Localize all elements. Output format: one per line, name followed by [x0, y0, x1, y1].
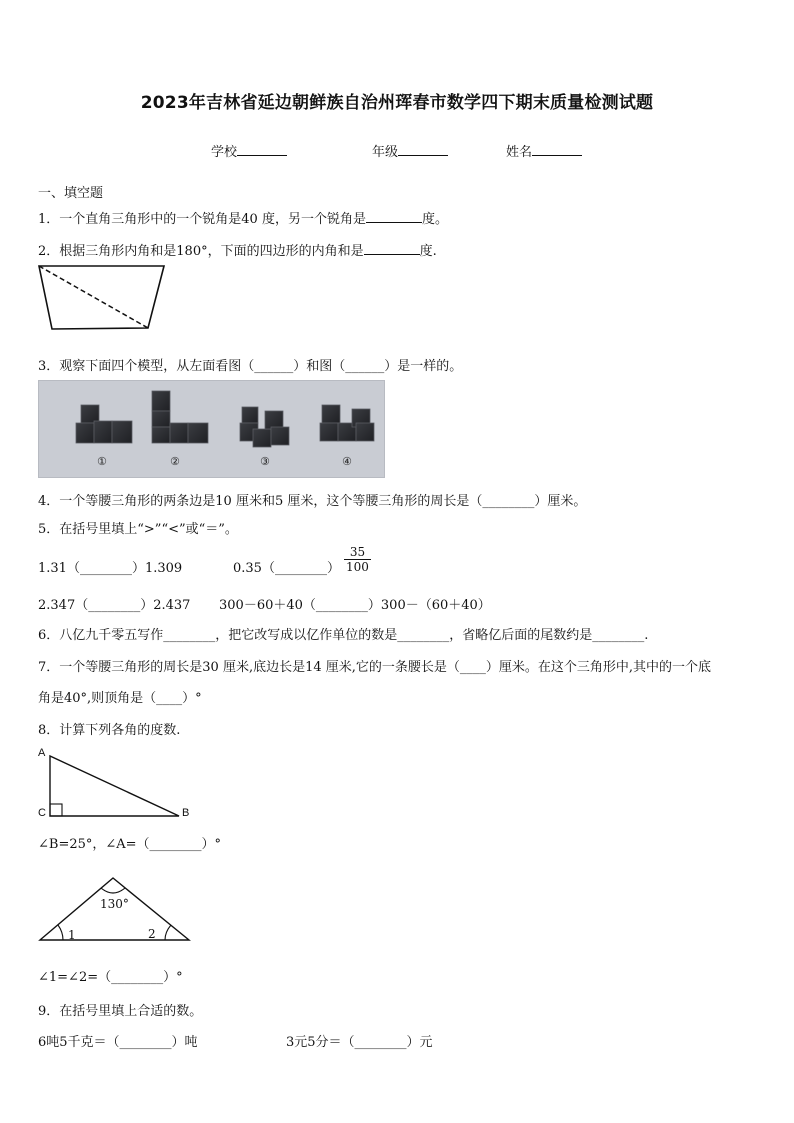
- question-2: [38, 240, 437, 259]
- q2-suffix: 度.: [419, 244, 437, 259]
- right-triangle-shape: [50, 756, 179, 816]
- question-5: 5．在括号里填上“>”“<”或“＝”。: [38, 522, 238, 537]
- q1-text: 1．一个直角三角形中的一个锐角是40 度，另一个锐角是: [38, 212, 366, 227]
- grade-field[interactable]: [372, 141, 448, 160]
- name-field[interactable]: [506, 141, 582, 160]
- grade-blank[interactable]: [398, 143, 448, 156]
- q8-answer-2: ∠1=∠2=（________）°: [38, 970, 183, 985]
- q2-text: 2．根据三角形内角和是180°，下面的四边形的内角和是: [38, 244, 364, 259]
- cube-models-photo: [38, 380, 385, 478]
- question-7-line2: 角是40°,则顶角是（____）°: [38, 691, 202, 706]
- name-blank[interactable]: [532, 143, 582, 156]
- question-8: 8．计算下列各角的度数.: [38, 723, 181, 738]
- obtuse-triangle-figure: [36, 872, 196, 946]
- model-4: [320, 405, 374, 441]
- page-title: 2023年吉林省延边朝鲜族自治州珲春市数学四下期末质量检测试题: [140, 93, 654, 113]
- model-label-3: ③: [260, 456, 270, 468]
- quadrilateral-shape: [39, 266, 164, 329]
- angle-1-label: 1: [68, 928, 76, 942]
- angle-2-arc: [165, 925, 171, 940]
- model-label-2: ②: [170, 456, 180, 468]
- diagonal-dashed-line: [39, 266, 148, 328]
- right-triangle-figure: [34, 740, 204, 824]
- question-9: 9．在括号里填上合适的数。: [38, 1004, 203, 1019]
- fraction: [344, 545, 371, 574]
- top-angle-label: 130°: [100, 897, 129, 911]
- question-3: 3．观察下面四个模型，从左面看图（______）和图（______）是一样的。: [38, 359, 463, 374]
- cube-models-drawing: [39, 381, 384, 477]
- model-label-4: ④: [342, 456, 352, 468]
- school-blank[interactable]: [237, 143, 287, 156]
- fraction-denominator: 100: [346, 560, 369, 574]
- point-b-label: B: [182, 807, 190, 819]
- q5-row1-right: 0.35（________）: [233, 561, 340, 576]
- point-c-label: C: [38, 807, 46, 819]
- q1-suffix: 度。: [421, 212, 448, 227]
- school-field[interactable]: [211, 141, 287, 160]
- angle-2-label: 2: [148, 927, 156, 941]
- point-a-label: A: [38, 747, 46, 759]
- question-6: 6．八亿九千零五写作________，把它改写成以亿作单位的数是________，省略亿后面的尾数约是________.: [38, 628, 649, 643]
- quadrilateral-figure: [36, 262, 168, 342]
- question-7-line1: 7．一个等腰三角形的周长是30 厘米,底边长是14 厘米,它的一条腰长是（____）厘米。在这个三角形中,其中的一个底: [38, 660, 712, 675]
- model-label-1: ①: [97, 456, 107, 468]
- top-angle-arc: [101, 888, 125, 893]
- school-label: 学校: [211, 145, 238, 160]
- q9-item-a: 6吨5千克＝（________）吨: [38, 1035, 198, 1050]
- q5-row2-left: 2.347（________）2.437: [38, 598, 191, 613]
- grade-label: 年级: [372, 145, 399, 160]
- right-angle-mark: [50, 804, 62, 816]
- model-2: [152, 391, 208, 443]
- q2-blank[interactable]: [364, 242, 420, 255]
- q9-item-b: 3元5分＝（________）元: [286, 1035, 433, 1050]
- section-heading: 一、填空题: [38, 186, 104, 201]
- question-4: 4．一个等腰三角形的两条边是10 厘米和5 厘米，这个等腰三角形的周长是（________）厘米。: [38, 494, 587, 509]
- question-1: [38, 208, 448, 227]
- model-3: [240, 407, 289, 447]
- q8-answer-1: ∠B=25°，∠A=（________）°: [38, 837, 222, 852]
- q1-blank[interactable]: [366, 210, 422, 223]
- q5-row2-right: 300－60＋40（________）300－（60＋40）: [219, 598, 491, 613]
- q5-row1-left: 1.31（________）1.309: [38, 561, 183, 576]
- fraction-numerator: 35: [344, 545, 371, 560]
- angle-1-arc: [58, 925, 63, 940]
- name-label: 姓名: [506, 145, 533, 160]
- model-1: [76, 405, 132, 443]
